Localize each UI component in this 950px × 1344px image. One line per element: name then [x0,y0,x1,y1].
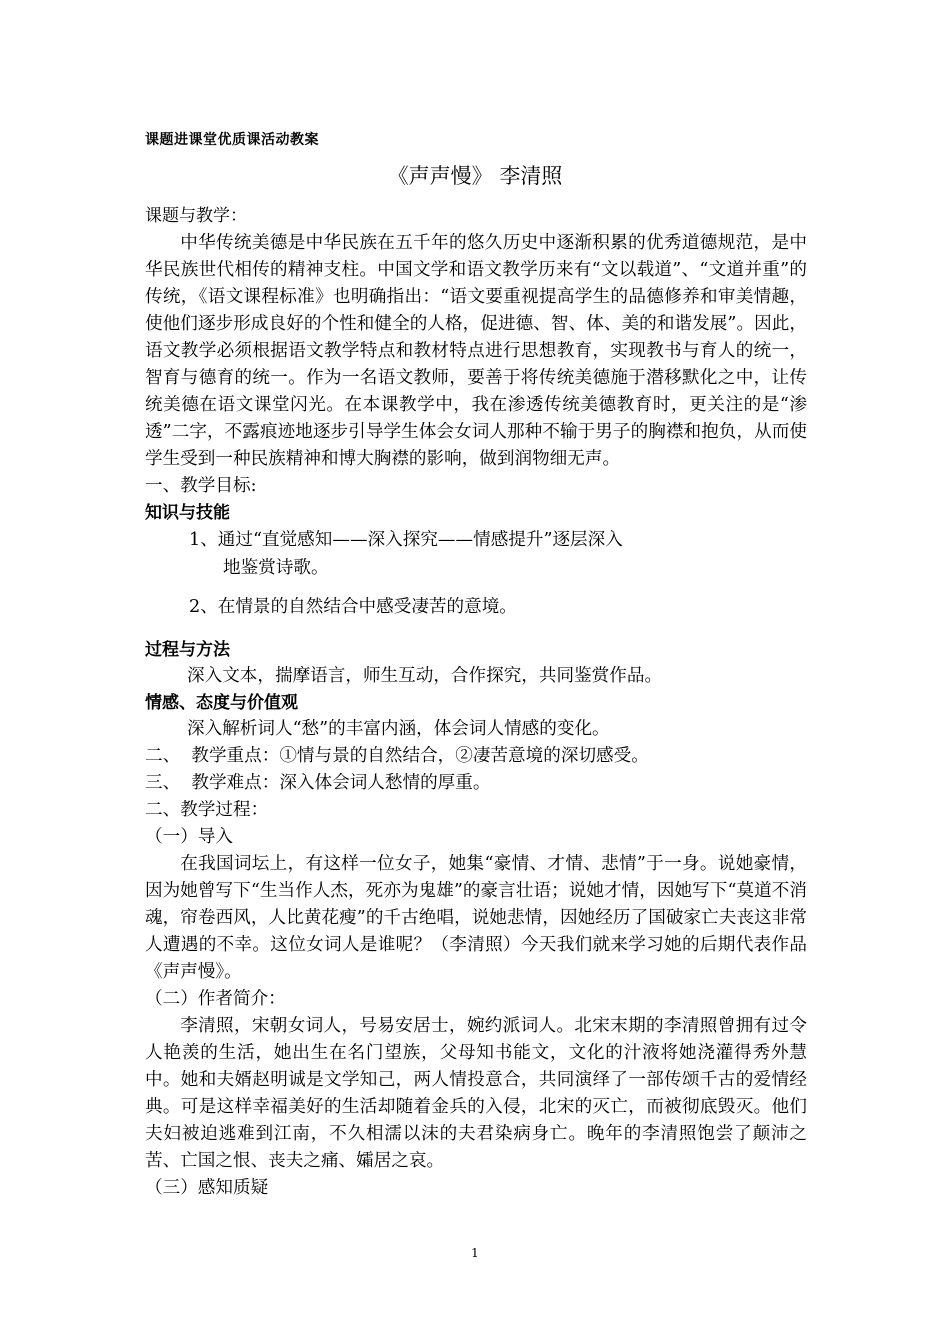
document-title: 《声声慢》 李清照 [387,164,563,188]
part2-heading: （二）作者简介： [145,989,286,1009]
part1-heading: （一）导入 [145,827,233,847]
document-body [145,203,807,1202]
knowledge-heading: 知识与技能 [145,503,230,523]
key-points: 二、 教学重点：①情与景的自然结合，②凄苦意境的深切感受。 [145,746,649,766]
header-label: 课题进课堂优质课活动教案 [145,132,319,148]
process-text: 深入文本，揣摩语言，师生互动，合作探究，共同鉴赏作品。 [187,666,663,686]
page-number: 1 [471,1246,479,1260]
goals-heading: 一、教学目标: [145,476,257,496]
process-section-heading: 二、教学过程： [145,800,269,820]
intro-paragraph: 中华传统美德是中华民族在五千年的悠久历史中逐渐积累的优秀道德规范，是中华民族世代相传的精神支柱。中国文学和语文教学历来有“文以载道”、“文道并重”的传统，《语文课程标准》也明确指出：“语文要重视提高学生的品德修养和审美情趣，使他们逐步形成良好的个性和健全的人格，促进德、智、体、美的和谐发展”。因此，语文教学必须根据语文教学特点和教材特点进行思想教育，实现教书与育人的统一，智育与德育的统一。作为一名语文教师，要善于将传统美德施于潜移默化之中，让传统美德在语文课堂闪光。在本课教学中，我在渗透传统美德教育时，更关注的是“渗透”二字，不露痕迹地逐步引导学生体会女词人那种不输于男子的胸襟和抱负，从而使学生受到一种民族精神和博大胸襟的影响，做到润物细无声。 [145,233,807,469]
goal-item-1-line1: 1、通过“直觉感知——深入探究——情感提升”逐层深入 [189,530,623,550]
process-heading: 过程与方法 [145,640,230,660]
part3-heading: （三）感知质疑 [145,1178,269,1198]
part2-text: 李清照，宋朝女词人，号易安居士，婉约派词人。北宋末期的李清照曾拥有过令人艳羡的生活，她出生在名门望族，父母知书能文，文化的汁液将她浇灌得秀外慧中。她和夫婿赵明诚是文学知己，两人情投意合，共同演绎了一部传颂千古的爱情经典。可是这样幸福美好的生活却随着金兵的入侵，北宋的灭亡，而被彻底毁灭。他们夫妇被迫逃难到江南，不久相濡以沫的夫君染病身亡。晚年的李清照饱尝了颠沛之苦、亡国之恨、丧夫之痛、孀居之哀。 [145,1016,807,1171]
difficulties: 三、 教学难点：深入体会词人愁情的厚重。 [145,773,491,793]
section-topic-heading: 课题与教学： [145,206,247,226]
emotion-text: 深入解析词人“愁”的丰富内涵，体会词人情感的变化。 [187,719,610,739]
goal-item-2: 2、在情景的自然结合中感受凄苦的意境。 [189,597,517,617]
part1-text: 在我国词坛上，有这样一位女子，她集“豪情、才情、悲情”于一身。说她豪情，因为她曾写下“生当作人杰，死亦为鬼雄”的豪言壮语；说她才情，因她写下“莫道不消魂，帘卷西风，人比黄花瘦”的千古绝唱，说她悲情，因她经历了国破家亡夫丧这非常人遭遇的不幸。这位女词人是谁呢？（李清照）今天我们就来学习她的后期代表作品《声声慢》。 [145,854,807,982]
goal-item-1-line2: 地鉴赏诗歌。 [223,558,329,578]
emotion-heading: 情感、态度与价值观 [145,693,298,713]
goal-item-1 [145,526,807,582]
